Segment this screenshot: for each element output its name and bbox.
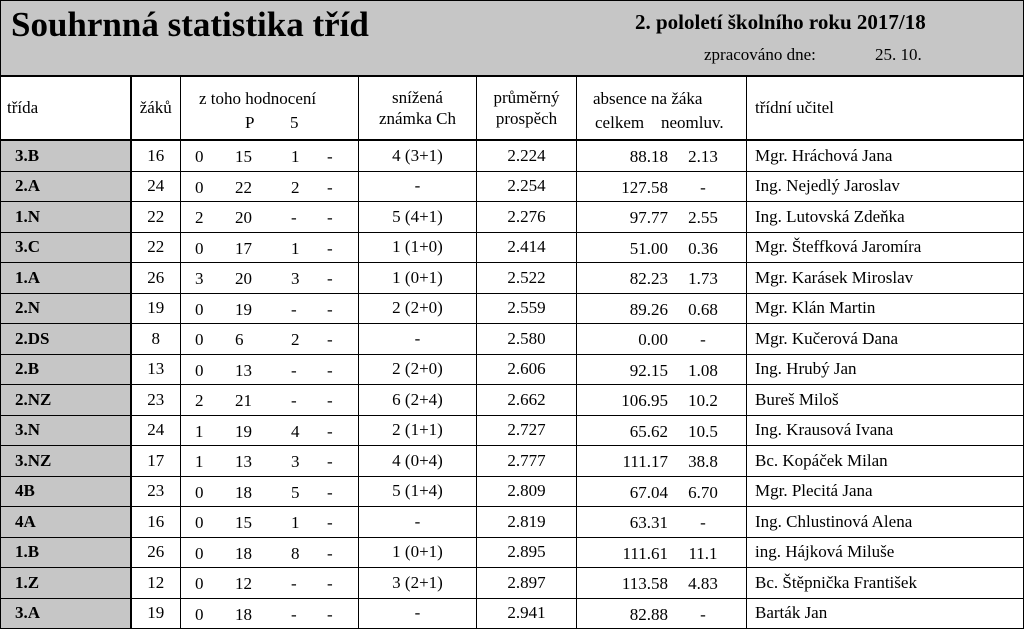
evaluation-cell [181, 140, 359, 171]
eval-dash-value: - [327, 269, 333, 288]
table-row [1, 140, 1024, 171]
eval-5-value: - [291, 574, 297, 593]
class-cell: 1.N [1, 202, 131, 233]
reduced-cell: - [359, 598, 477, 629]
eval-5-value: - [291, 299, 297, 319]
col-header-average [477, 77, 577, 141]
col-header-average-l2: prospěch [495, 109, 558, 128]
absence-cell [577, 507, 747, 538]
absence-unexcused-value: 11.1 [688, 543, 718, 563]
eval-dash-value: - [327, 482, 333, 502]
teacher-cell: Ing. Krausová Ivana [747, 415, 1024, 446]
eval-5-value: 1 [291, 513, 300, 532]
absence-cell [577, 385, 747, 416]
teacher-cell: Ing. Chlustinová Alena [747, 507, 1024, 538]
table-row [1, 354, 1024, 385]
reduced-cell: 3 (2+1) [359, 568, 477, 599]
processed-date: 25. 10. [875, 45, 922, 64]
col-header-absence [577, 77, 747, 141]
absence-total-value: 92.15 [629, 360, 668, 380]
eval-dash-value: - [327, 177, 333, 197]
class-cell: 3.NZ [1, 446, 131, 477]
pupils-cell: 26 [131, 537, 181, 568]
header-row [1, 77, 1024, 141]
processed-label: zpracováno dne: [704, 45, 816, 64]
absence-unexcused-value: 10.5 [688, 421, 718, 441]
eval-dash-value: - [327, 421, 333, 441]
table-row [1, 415, 1024, 446]
col-header-reduced-l2: známka Ch [379, 109, 456, 128]
eval-5-value: - [291, 604, 297, 624]
eval-dash-value: - [327, 574, 333, 593]
eval-zero-value: 0 [195, 238, 204, 258]
eval-dash-value: - [327, 452, 333, 471]
evaluation-cell [181, 568, 359, 599]
eval-p-value: 19 [235, 421, 252, 441]
absence-total-value: 111.17 [622, 452, 668, 471]
reduced-cell: 1 (1+0) [359, 232, 477, 263]
eval-dash-value: - [327, 391, 333, 410]
absence-total-value: 97.77 [629, 208, 668, 227]
eval-p-value: 13 [235, 360, 252, 380]
pupils-cell: 12 [131, 568, 181, 599]
col-header-class: třída [1, 77, 131, 141]
eval-p-value: 13 [235, 452, 252, 471]
absence-cell [577, 171, 747, 202]
reduced-cell: 1 (0+1) [359, 263, 477, 294]
pupils-cell: 8 [131, 324, 181, 355]
teacher-cell: Barták Jan [747, 598, 1024, 629]
evaluation-cell [181, 263, 359, 294]
eval-5-value: 3 [291, 452, 300, 471]
class-cell: 1.B [1, 537, 131, 568]
absence-total-value: 67.04 [629, 482, 668, 502]
absence-cell [577, 415, 747, 446]
eval-5-value: 2 [291, 330, 300, 349]
evaluation-cell [181, 202, 359, 233]
reduced-cell: - [359, 171, 477, 202]
class-cell: 4A [1, 507, 131, 538]
eval-p-value: 15 [235, 147, 252, 166]
eval-zero-value: 1 [195, 452, 204, 471]
absence-cell [577, 232, 747, 263]
teacher-cell: Bc. Štěpnička František [747, 568, 1024, 599]
absence-unexcused-value: 4.83 [688, 574, 718, 593]
eval-zero-value: 0 [195, 513, 204, 532]
teacher-cell: Mgr. Šteffková Jaromíra [747, 232, 1024, 263]
reduced-cell: - [359, 324, 477, 355]
absence-total-value: 88.18 [629, 147, 668, 166]
eval-zero-value: 0 [195, 543, 204, 563]
table-row [1, 476, 1024, 507]
absence-cell [577, 140, 747, 171]
col-header-eval-p: P [245, 113, 255, 132]
average-cell: 2.276 [477, 202, 577, 233]
teacher-cell: Mgr. Klán Martin [747, 293, 1024, 324]
absence-unexcused-value: - [700, 513, 706, 532]
absence-cell [577, 263, 747, 294]
average-cell: 2.224 [477, 140, 577, 171]
reduced-cell: 2 (1+1) [359, 415, 477, 446]
table-row [1, 232, 1024, 263]
table-row [1, 537, 1024, 568]
evaluation-cell [181, 324, 359, 355]
class-cell: 3.B [1, 140, 131, 171]
pupils-cell: 16 [131, 140, 181, 171]
evaluation-cell [181, 232, 359, 263]
table-row [1, 385, 1024, 416]
pupils-cell: 26 [131, 263, 181, 294]
absence-unexcused-value: - [700, 177, 706, 197]
absence-unexcused-value: 1.73 [688, 269, 718, 288]
eval-p-value: 22 [235, 177, 252, 197]
absence-total-value: 82.88 [629, 604, 668, 624]
eval-zero-value: 0 [195, 574, 204, 593]
absence-unexcused-value: - [700, 330, 706, 349]
pupils-cell: 24 [131, 171, 181, 202]
eval-p-value: 17 [235, 238, 252, 258]
eval-dash-value: - [327, 360, 333, 380]
absence-unexcused-value: 0.36 [688, 238, 718, 258]
teacher-cell: Ing. Nejedlý Jaroslav [747, 171, 1024, 202]
teacher-cell: ing. Hájková Miluše [747, 537, 1024, 568]
absence-unexcused-value: 38.8 [688, 452, 718, 471]
pupils-cell: 24 [131, 415, 181, 446]
period-label: 2. pololetí školního roku 2017/18 [635, 10, 926, 34]
col-header-reduced [359, 77, 477, 141]
absence-total-value: 127.58 [621, 177, 668, 197]
absence-total-value: 82.23 [629, 269, 668, 288]
teacher-cell: Mgr. Hráchová Jana [747, 140, 1024, 171]
class-cell: 3.N [1, 415, 131, 446]
evaluation-cell [181, 446, 359, 477]
class-cell: 3.C [1, 232, 131, 263]
absence-total-value: 51.00 [629, 238, 668, 258]
eval-p-value: 20 [235, 269, 252, 288]
pupils-cell: 22 [131, 232, 181, 263]
evaluation-cell [181, 598, 359, 629]
teacher-cell: Mgr. Plecitá Jana [747, 476, 1024, 507]
reduced-cell: 4 (3+1) [359, 140, 477, 171]
eval-5-value: 8 [291, 543, 300, 563]
table-row [1, 293, 1024, 324]
class-cell: 2.B [1, 354, 131, 385]
absence-unexcused-value: 0.68 [688, 299, 718, 319]
absence-total-value: 113.58 [621, 574, 668, 593]
table-row [1, 171, 1024, 202]
eval-p-value: 21 [235, 391, 252, 410]
absence-unexcused-value: 6.70 [688, 482, 718, 502]
eval-dash-value: - [327, 513, 333, 532]
absence-unexcused-value: 1.08 [688, 360, 718, 380]
class-cell: 3.A [1, 598, 131, 629]
absence-cell [577, 293, 747, 324]
reduced-cell: 5 (1+4) [359, 476, 477, 507]
table-row [1, 507, 1024, 538]
table-row [1, 568, 1024, 599]
eval-dash-value: - [327, 604, 333, 624]
eval-dash-value: - [327, 299, 333, 319]
evaluation-cell [181, 385, 359, 416]
eval-5-value: - [291, 208, 297, 227]
page-title: Souhrnná statistika tříd [11, 5, 369, 44]
average-cell: 2.941 [477, 598, 577, 629]
eval-zero-value: 2 [195, 208, 204, 227]
eval-zero-value: 3 [195, 269, 204, 288]
average-cell: 2.559 [477, 293, 577, 324]
col-header-evaluation [181, 77, 359, 141]
teacher-cell: Ing. Lutovská Zdeňka [747, 202, 1024, 233]
average-cell: 2.662 [477, 385, 577, 416]
class-cell: 1.A [1, 263, 131, 294]
eval-zero-value: 1 [195, 421, 204, 441]
absence-unexcused-value: 2.13 [688, 147, 718, 166]
table-row [1, 446, 1024, 477]
absence-total-value: 65.62 [629, 421, 668, 441]
eval-zero-value: 0 [195, 299, 204, 319]
eval-p-value: 20 [235, 208, 252, 227]
pupils-cell: 23 [131, 385, 181, 416]
pupils-cell: 13 [131, 354, 181, 385]
header-panel [0, 0, 1024, 77]
eval-5-value: 4 [291, 421, 300, 441]
eval-p-value: 6 [235, 330, 244, 349]
col-header-absence-title: absence na žáka [593, 89, 703, 108]
reduced-cell: - [359, 507, 477, 538]
eval-5-value: 1 [291, 238, 300, 258]
reduced-cell: 6 (2+4) [359, 385, 477, 416]
absence-cell [577, 568, 747, 599]
evaluation-cell [181, 537, 359, 568]
col-header-absence-total: celkem [595, 113, 645, 132]
average-cell: 2.727 [477, 415, 577, 446]
class-cell: 2.A [1, 171, 131, 202]
pupils-cell: 19 [131, 293, 181, 324]
eval-dash-value: - [327, 238, 333, 258]
average-cell: 2.895 [477, 537, 577, 568]
table-row [1, 598, 1024, 629]
eval-dash-value: - [327, 330, 333, 349]
evaluation-cell [181, 293, 359, 324]
table-row [1, 324, 1024, 355]
average-cell: 2.254 [477, 171, 577, 202]
class-cell: 2.NZ [1, 385, 131, 416]
col-header-teacher: třídní učitel [747, 77, 1024, 141]
average-cell: 2.606 [477, 354, 577, 385]
average-cell: 2.897 [477, 568, 577, 599]
eval-5-value: 3 [291, 269, 300, 288]
evaluation-cell [181, 415, 359, 446]
average-cell: 2.819 [477, 507, 577, 538]
pupils-cell: 22 [131, 202, 181, 233]
eval-5-value: 5 [291, 482, 300, 502]
absence-cell [577, 598, 747, 629]
table-row [1, 202, 1024, 233]
eval-zero-value: 2 [195, 391, 204, 410]
eval-dash-value: - [327, 543, 333, 563]
eval-zero-value: 0 [195, 360, 204, 380]
absence-cell [577, 476, 747, 507]
absence-unexcused-value: 10.2 [688, 391, 718, 410]
eval-zero-value: 0 [195, 604, 204, 624]
pupils-cell: 19 [131, 598, 181, 629]
evaluation-cell [181, 171, 359, 202]
eval-zero-value: 0 [195, 330, 204, 349]
evaluation-cell [181, 507, 359, 538]
eval-zero-value: 0 [195, 482, 204, 502]
pupils-cell: 23 [131, 476, 181, 507]
absence-total-value: 63.31 [629, 513, 668, 532]
class-cell: 2.N [1, 293, 131, 324]
eval-5-value: 2 [291, 177, 300, 197]
col-header-average-l1: průměrný [493, 88, 560, 107]
teacher-cell: Ing. Hrubý Jan [747, 354, 1024, 385]
eval-p-value: 12 [235, 574, 252, 593]
absence-unexcused-value: 2.55 [688, 208, 718, 227]
eval-5-value: 1 [291, 147, 300, 166]
eval-p-value: 18 [235, 543, 252, 563]
eval-zero-value: 0 [195, 147, 204, 166]
absence-cell [577, 354, 747, 385]
class-cell: 2.DS [1, 324, 131, 355]
absence-total-value: 0.00 [638, 330, 668, 349]
col-header-eval-5: 5 [290, 113, 299, 132]
absence-total-value: 111.61 [622, 543, 668, 563]
teacher-cell: Mgr. Karásek Miroslav [747, 263, 1024, 294]
pupils-cell: 17 [131, 446, 181, 477]
col-header-reduced-l1: snížená [392, 88, 443, 107]
pupils-cell: 16 [131, 507, 181, 538]
reduced-cell: 1 (0+1) [359, 537, 477, 568]
average-cell: 2.580 [477, 324, 577, 355]
eval-5-value: - [291, 360, 297, 380]
eval-p-value: 15 [235, 513, 252, 532]
average-cell: 2.809 [477, 476, 577, 507]
average-cell: 2.414 [477, 232, 577, 263]
teacher-cell: Bc. Kopáček Milan [747, 446, 1024, 477]
teacher-cell: Bureš Miloš [747, 385, 1024, 416]
class-cell: 4B [1, 476, 131, 507]
absence-total-value: 106.95 [621, 391, 668, 410]
absence-cell [577, 446, 747, 477]
eval-dash-value: - [327, 208, 333, 227]
eval-dash-value: - [327, 147, 333, 166]
teacher-cell: Mgr. Kučerová Dana [747, 324, 1024, 355]
absence-unexcused-value: - [700, 604, 706, 624]
class-statistics-table [0, 76, 1024, 629]
average-cell: 2.777 [477, 446, 577, 477]
average-cell: 2.522 [477, 263, 577, 294]
absence-cell [577, 537, 747, 568]
reduced-cell: 4 (0+4) [359, 446, 477, 477]
table-row [1, 263, 1024, 294]
class-cell: 1.Z [1, 568, 131, 599]
evaluation-cell [181, 354, 359, 385]
eval-p-value: 18 [235, 482, 252, 502]
evaluation-cell [181, 476, 359, 507]
eval-5-value: - [291, 391, 297, 410]
reduced-cell: 2 (2+0) [359, 354, 477, 385]
col-header-absence-unexcused: neomluv. [661, 113, 724, 132]
col-header-pupils: žáků [131, 77, 181, 141]
eval-zero-value: 0 [195, 177, 204, 197]
absence-total-value: 89.26 [629, 299, 668, 319]
reduced-cell: 5 (4+1) [359, 202, 477, 233]
reduced-cell: 2 (2+0) [359, 293, 477, 324]
eval-p-value: 18 [235, 604, 252, 624]
absence-cell [577, 202, 747, 233]
eval-p-value: 19 [235, 299, 252, 319]
absence-cell [577, 324, 747, 355]
col-header-eval-title: z toho hodnocení [199, 89, 317, 108]
